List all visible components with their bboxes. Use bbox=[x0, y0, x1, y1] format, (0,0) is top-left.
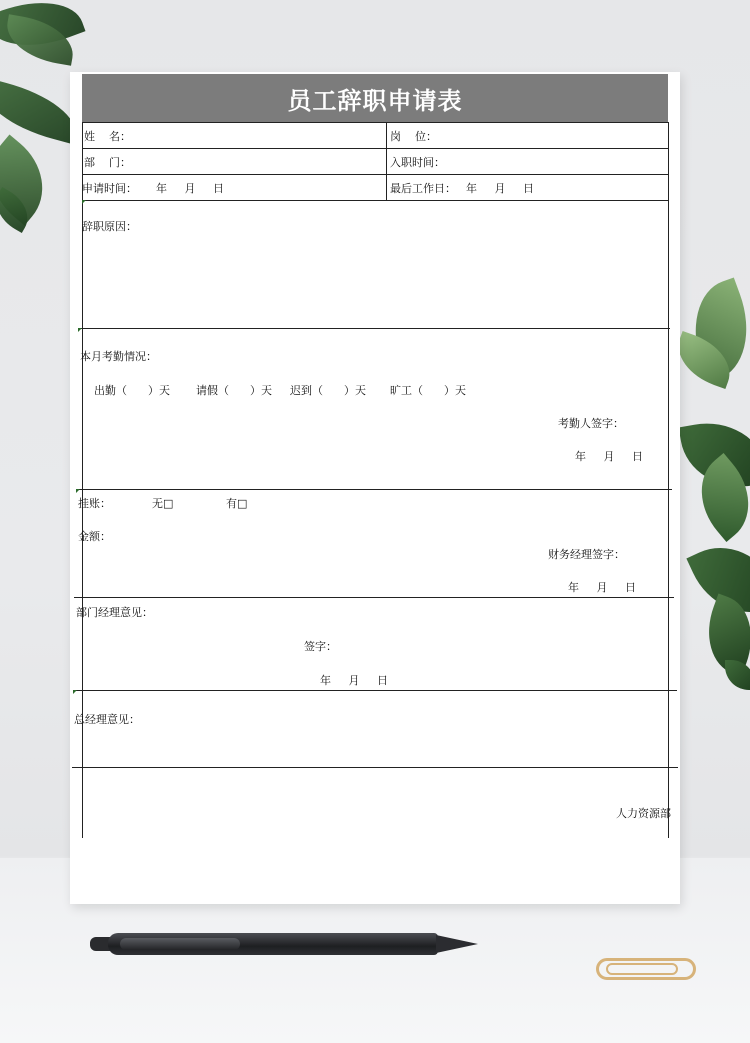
attendance-label: 本月考勤情况： bbox=[80, 350, 157, 363]
apply-date-label: 申请时间： bbox=[82, 182, 137, 195]
attendance-signer-label: 考勤人签字： bbox=[558, 417, 624, 430]
attendance-present: 出勤（ ）天 bbox=[94, 384, 170, 397]
row-divider bbox=[82, 200, 669, 201]
row-divider bbox=[74, 597, 674, 598]
attendance-late: 迟到（ ）天 bbox=[290, 384, 366, 397]
dept-manager-opinion-label: 部门经理意见： bbox=[76, 606, 153, 619]
pen-tip bbox=[436, 935, 478, 953]
cell-marker bbox=[73, 690, 77, 694]
row-divider bbox=[76, 489, 672, 490]
resignation-form-sheet bbox=[70, 72, 680, 904]
dept-manager-signer-label: 签字： bbox=[304, 640, 337, 653]
name-label: 姓 名： bbox=[84, 130, 131, 143]
form-title: 员工辞职申请表 bbox=[82, 74, 668, 122]
amount-label: 金额： bbox=[78, 530, 111, 543]
account-option-yes[interactable]: 有□ bbox=[226, 497, 248, 510]
row-divider bbox=[82, 122, 669, 123]
cell-marker bbox=[82, 200, 86, 204]
finance-sign-date: 年 月 日 bbox=[568, 581, 636, 594]
department-label: 部 门： bbox=[84, 156, 131, 169]
finance-manager-signer-label: 财务经理签字： bbox=[548, 548, 625, 561]
account-label: 挂账： bbox=[78, 497, 111, 510]
hire-date-label: 入职时间： bbox=[390, 156, 445, 169]
form-right-border bbox=[668, 122, 669, 838]
row-divider bbox=[82, 148, 669, 149]
hr-department-footer: 人力资源部 bbox=[616, 807, 671, 820]
column-divider bbox=[386, 122, 387, 200]
dept-manager-sign-date: 年 月 日 bbox=[320, 674, 388, 687]
last-work-day-label: 最后工作日： bbox=[390, 182, 456, 195]
row-divider bbox=[73, 690, 677, 691]
paperclip-inner bbox=[606, 963, 678, 975]
last-work-day-ymd: 年 月 日 bbox=[466, 182, 534, 195]
attendance-leave: 请假（ ）天 bbox=[196, 384, 272, 397]
account-option-no[interactable]: 无□ bbox=[152, 497, 174, 510]
position-label: 岗 位： bbox=[390, 130, 437, 143]
general-manager-opinion-label: 总经理意见： bbox=[74, 713, 140, 726]
resignation-reason-label: 辞职原因： bbox=[82, 220, 137, 233]
pen-clip bbox=[120, 938, 240, 950]
cell-marker bbox=[76, 489, 80, 493]
row-divider bbox=[72, 767, 678, 768]
row-divider bbox=[82, 174, 669, 175]
attendance-sign-date: 年 月 日 bbox=[575, 450, 643, 463]
row-divider bbox=[78, 328, 670, 329]
apply-date-ymd: 年 月 日 bbox=[156, 182, 224, 195]
cell-marker bbox=[78, 328, 82, 332]
attendance-absent: 旷工（ ）天 bbox=[390, 384, 466, 397]
